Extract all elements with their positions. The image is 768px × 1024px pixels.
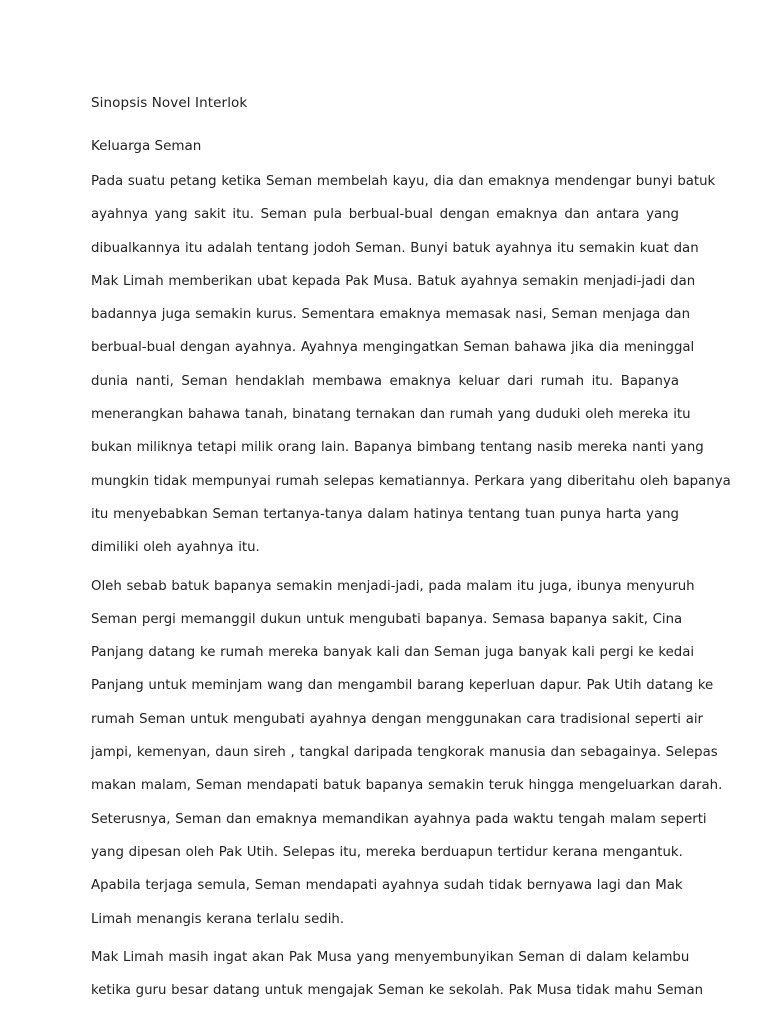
text-line: Seterusnya, Seman dan emaknya memandikan ayahnya pada waktu tengah malam seperti: [91, 811, 707, 827]
text-line: Panjang untuk meminjam wang dan mengambil barang keperluan dapur. Pak Utih datang ke: [91, 678, 714, 694]
document-title: Sinopsis Novel Interlok: [91, 95, 248, 111]
section-heading: Keluarga Seman: [91, 138, 202, 154]
text-line: jampi, kemenyan, daun sireh , tangkal daripada tengkorak manusia dan sebagainya. Selepas: [91, 745, 718, 761]
text-line: Limah menangis kerana terlalu sedih.: [91, 911, 345, 927]
text-line: Apabila terjaga semula, Seman mendapati ayahnya sudah tidak bernyawa lagi dan Mak: [91, 878, 683, 894]
text-line: rumah Seman untuk mengubati ayahnya dengan menggunakan cara tradisional seperti air: [91, 711, 704, 727]
document-body: [91, 165, 731, 1007]
text-line: badannya juga semakin kurus. Sementara emaknya memasak nasi, Seman menjaga dan: [91, 307, 691, 323]
text-line: dibualkannya itu adalah tentang jodoh Seman. Bunyi batuk ayahnya itu semakin kuat dan: [91, 240, 699, 256]
paragraph: [91, 165, 731, 565]
document-page: [91, 93, 731, 1012]
text-line: berbual-bual dengan ayahnya. Ayahnya mengingatkan Seman bahawa jika dia meninggal: [91, 340, 695, 356]
text-line: Oleh sebab batuk bapanya semakin menjadi-jadi, pada malam itu juga, ibunya menyuruh: [91, 578, 695, 594]
text-line: bukan miliknya tetapi milik orang lain. Bapanya bimbang tentang nasib mereka nanti yang: [91, 440, 704, 456]
text-line: Mak Limah memberikan ubat kepada Pak Musa. Batuk ayahnya semakin menjadi-jadi dan: [91, 273, 696, 289]
text-line: Pada suatu petang ketika Seman membelah kayu, dia dan emaknya mendengar bunyi batuk: [91, 174, 716, 189]
text-line: yang dipesan oleh Pak Utih. Selepas itu, mereka berduapun tertidur kerana mengantuk.: [91, 844, 683, 860]
text-line: itu menyebabkan Seman tertanya-tanya dalam hatinya tentang tuan punya harta yang: [91, 506, 679, 522]
text-line: ketika guru besar datang untuk mengajak Seman ke sekolah. Pak Musa tidak mahu Seman: [91, 983, 704, 999]
text-line: mungkin tidak mempunyai rumah selepas kematiannya. Perkara yang diberitahu oleh bapanya: [91, 473, 731, 489]
paragraph: [91, 570, 723, 936]
text-line: dunia nanti, Seman hendaklah membawa emaknya keluar dari rumah itu. Bapanya: [91, 373, 679, 389]
text-line: Seman pergi memanggil dukun untuk mengubati bapanya. Semasa bapanya sakit, Cina: [91, 611, 683, 627]
text-line: makan malam, Seman mendapati batuk bapanya semakin teruk hingga mengeluarkan darah.: [91, 778, 723, 794]
text-line: Mak Limah masih ingat akan Pak Musa yang menyembunyikan Seman di dalam kelambu: [91, 949, 690, 965]
text-line: dimiliki oleh ayahnya itu.: [91, 540, 260, 556]
paragraph: [91, 941, 704, 1008]
text-line: menerangkan bahawa tanah, binatang ternakan dan rumah yang duduki oleh mereka itu: [91, 407, 691, 423]
text-line: Panjang datang ke rumah mereka banyak kali dan Seman juga banyak kali pergi ke kedai: [91, 645, 695, 661]
text-line: ayahnya yang sakit itu. Seman pula berbual-bual dengan emaknya dan antara yang: [91, 207, 679, 223]
